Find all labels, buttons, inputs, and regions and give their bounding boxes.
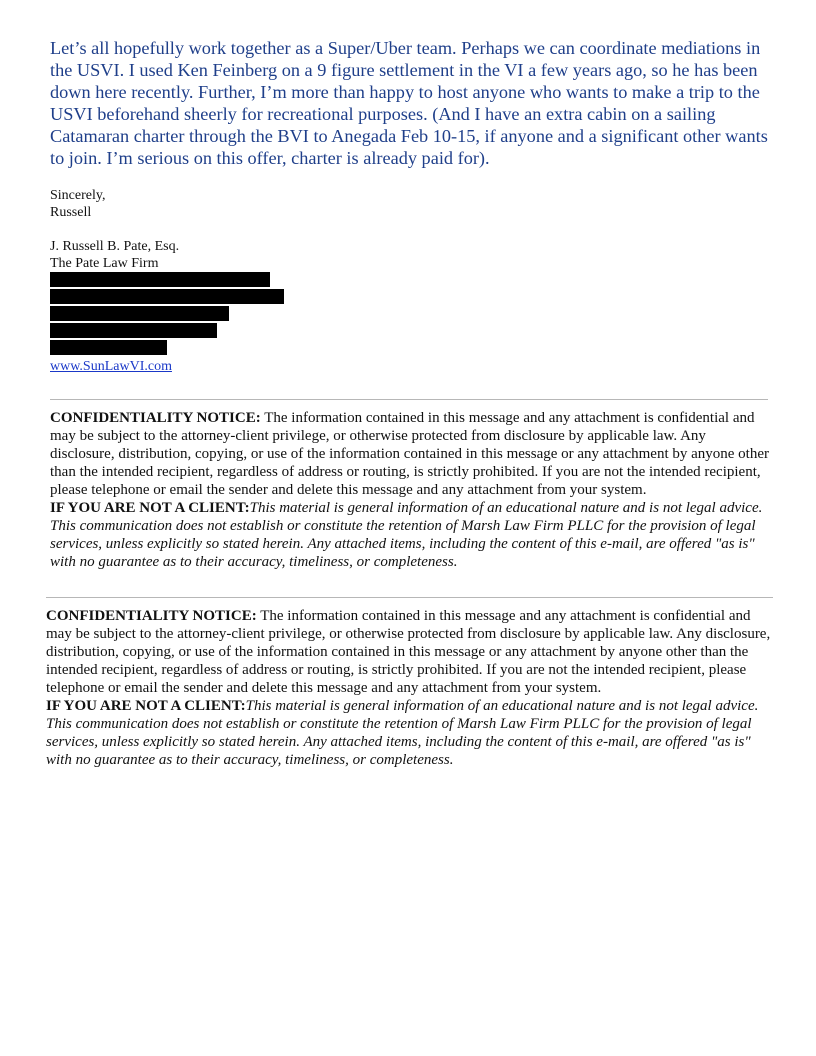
signature-firm: The Pate Law Firm (50, 256, 159, 271)
redaction-bar (50, 306, 229, 321)
confidentiality-notice (50, 409, 770, 571)
confidentiality-heading: CONFIDENTIALITY NOTICE: (46, 608, 257, 624)
divider (50, 399, 768, 400)
client-disclaimer-paragraph (50, 499, 770, 571)
website-link[interactable]: www.SunLawVI.com (50, 359, 172, 374)
signature-closing: Sincerely, (50, 188, 106, 203)
redaction-bar (50, 323, 217, 338)
confidentiality-text: The information contained in this message and any attachment is confidential and may be subject to the attorney-client privilege, or otherwise protected from disclosure by applicable law. Any disclosure, distribution, copying, or use of the information contained in this message or any attachment by anyone other than the intended recipient, regardless of address or routing, is strictly prohibited. If you are not the intended recipient, please telephone or email the sender and delete this message and any attachment from your system. (46, 608, 771, 696)
email-body-paragraph: Let’s all hopefully work together as a Super/Uber team. Perhaps we can coordinate mediations in the USVI. I used Ken Feinberg on a 9 figure settlement in the VI a few years ago, so he has been down here recently. Further, I’m more than happy to host anyone who wants to make a trip to the USVI beforehand sheerly for recreational purposes. (And I have an extra cabin on a sailing Catamaran charter through the BVI to Anegada Feb 10-15, if anyone and a significant other wants to join. I’m serious on this offer, charter is already paid for). (50, 38, 768, 168)
redaction-bar (50, 272, 270, 287)
client-disclaimer-paragraph (46, 697, 774, 769)
confidentiality-notice (46, 607, 774, 769)
confidentiality-text: The information contained in this message and any attachment is confidential and may be subject to the attorney-client privilege, or otherwise protected from disclosure by applicable law. Any disclosure, distribution, copying, or use of the information contained in this message or any attachment by anyone other than the intended recipient, regardless of address or routing, is strictly prohibited. If you are not the intended recipient, please telephone or email the sender and delete this message and any attachment from your system. (50, 410, 769, 498)
confidentiality-heading: CONFIDENTIALITY NOTICE: (50, 410, 261, 426)
signature-first-name: Russell (50, 205, 92, 220)
client-disclaimer-text: This material is general information of an educational nature and is not legal advice. This communication does not establish or constitute the retention of Marsh Law Firm PLLC for the provision of legal services, unless explicitly so stated herein. Any attached items, including the content of this e-mail, are offered "as is" with no guarantee as to their accuracy, timeliness, or completeness. (50, 500, 763, 570)
confidentiality-paragraph (46, 607, 774, 697)
confidentiality-paragraph (50, 409, 770, 499)
signature-full-name: J. Russell B. Pate, Esq. (50, 239, 180, 254)
redaction-bar (50, 289, 284, 304)
email-body (50, 37, 770, 169)
signature-closing-block (50, 187, 750, 221)
client-disclaimer-heading: IF YOU ARE NOT A CLIENT: (46, 698, 246, 714)
client-disclaimer-heading: IF YOU ARE NOT A CLIENT: (50, 500, 250, 516)
divider (46, 597, 773, 598)
client-disclaimer-text: This material is general information of an educational nature and is not legal advice. This communication does not establish or constitute the retention of Marsh Law Firm PLLC for the provision of legal services, unless explicitly so stated herein. Any attached items, including the content of this e-mail, are offered "as is" with no guarantee as to their accuracy, timeliness, or completeness. (46, 698, 759, 768)
redaction-bar (50, 340, 167, 355)
signature-block (50, 238, 750, 375)
